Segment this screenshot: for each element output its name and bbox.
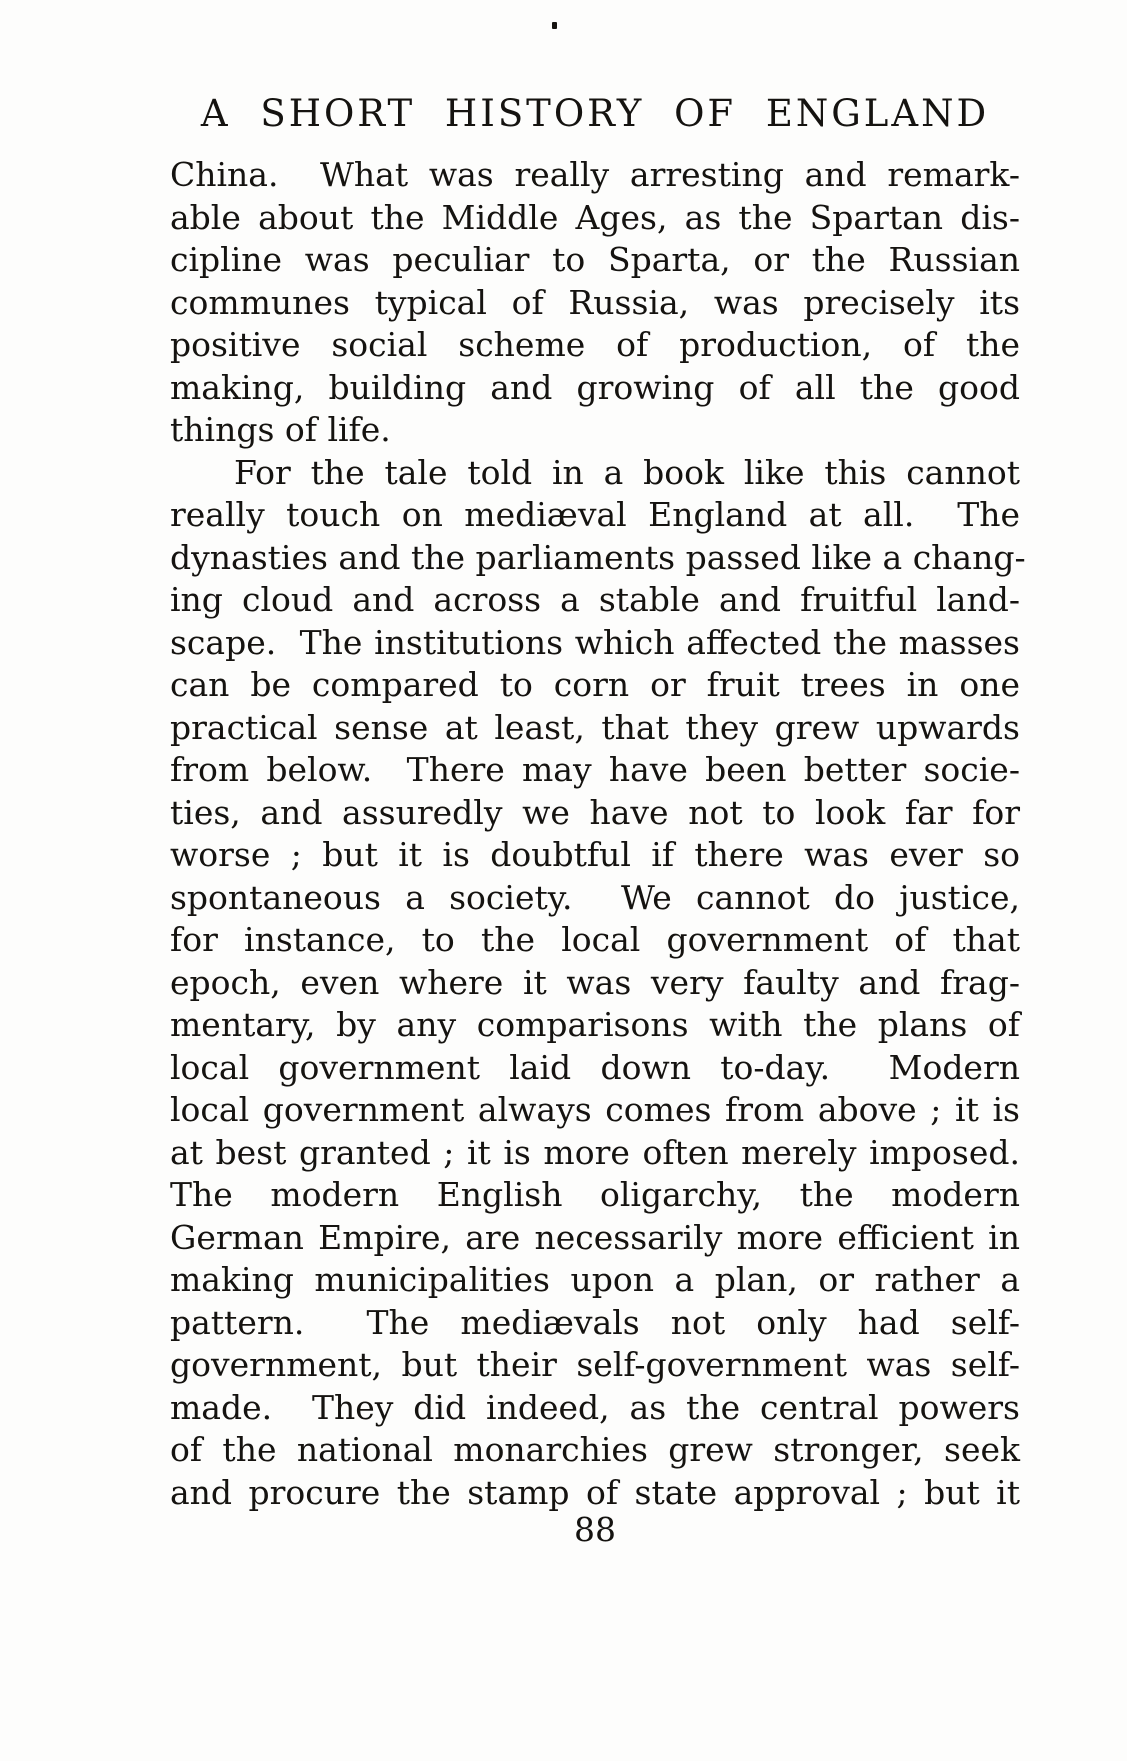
- text-line: able about the Middle Ages, as the Spartan dis-: [170, 197, 1020, 237]
- text-line: The modern English oligarchy, the modern: [170, 1175, 1020, 1214]
- text-line: really touch on mediæval England at all. The: [170, 495, 1020, 534]
- body-text: [170, 154, 1026, 1514]
- text-line: government, but their self-government was self-: [170, 1345, 1020, 1384]
- text-line: for instance, to the local government of that: [170, 920, 1020, 959]
- text-line: made. They did indeed, as the central powers: [170, 1387, 1020, 1427]
- text-line: German Empire, are necessarily more efficient in: [170, 1217, 1020, 1257]
- text-line: epoch, even where it was very faulty and frag-: [170, 962, 1020, 1002]
- text-line: China. What was really arresting and remark-: [170, 155, 1020, 194]
- page-number: 88: [574, 1510, 616, 1549]
- text-line: dynasties and the parliaments passed like a chang-: [170, 537, 1026, 577]
- text-line: practical sense at least, that they grew upwards: [170, 707, 1020, 747]
- text-line: worse ; but it is doubtful if there was ever so: [170, 835, 1020, 874]
- text-line: positive social scheme of production, of the: [170, 325, 1020, 364]
- text-line: making municipalities upon a plan, or rather a: [170, 1260, 1020, 1299]
- text-line: For the tale told in a book like this cannot: [234, 452, 1020, 492]
- text-line: pattern. The mediævals not only had self-: [170, 1302, 1020, 1342]
- text-line: at best granted ; it is more often merely imposed.: [170, 1132, 1020, 1172]
- text-line: local government laid down to-day. Modern: [170, 1047, 1020, 1087]
- text-line: things of life.: [170, 410, 391, 449]
- text-line: making, building and growing of all the good: [170, 367, 1020, 407]
- text-line: ing cloud and across a stable and fruitful land-: [170, 580, 1020, 619]
- text-line: scape. The institutions which affected the masses: [170, 622, 1020, 662]
- text-line: spontaneous a society. We cannot do justice,: [170, 877, 1020, 917]
- text-line: local government always comes from above ; it is: [170, 1090, 1020, 1129]
- text-line: ties, and assuredly we have not to look far for: [170, 792, 1020, 832]
- text-line: communes typical of Russia, was precisely its: [170, 282, 1020, 322]
- text-line: cipline was peculiar to Sparta, or the Russian: [170, 240, 1020, 279]
- text-line: mentary, by any comparisons with the plans of: [170, 1005, 1020, 1044]
- text-line: can be compared to corn or fruit trees in one: [170, 665, 1020, 704]
- text-line: of the national monarchies grew stronger, seek: [170, 1430, 1020, 1469]
- text-line: and procure the stamp of state approval ; but it: [170, 1472, 1020, 1512]
- text-line: from below. There may have been better socie-: [170, 750, 1020, 789]
- ink-speck: [552, 22, 557, 29]
- running-header: A SHORT HISTORY OF ENGLAND: [200, 92, 990, 135]
